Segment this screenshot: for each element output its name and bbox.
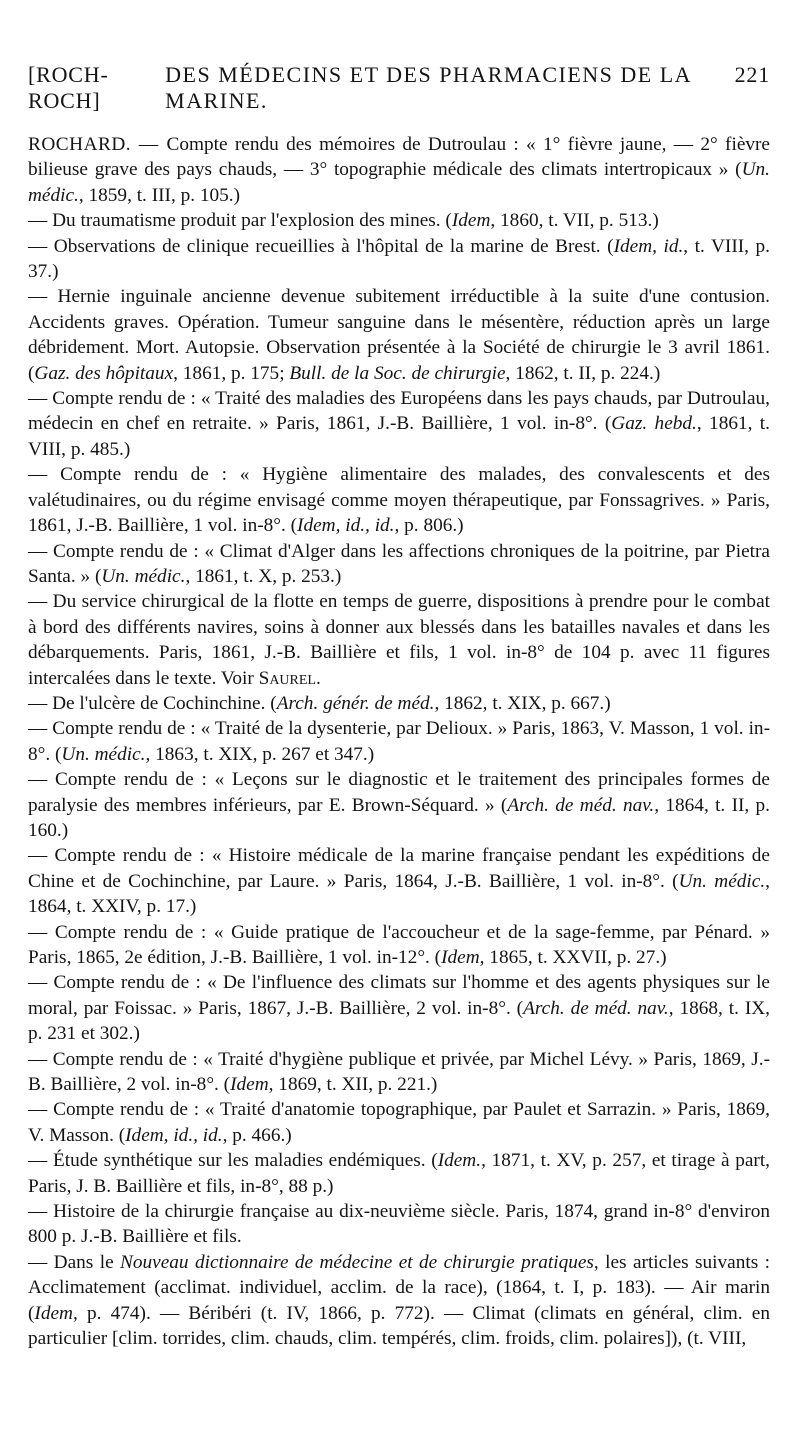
bibliography-entry (28, 691, 770, 716)
entry-text: — Dans le (28, 1251, 121, 1273)
entry-text: Compte rendu des mémoires de Dutroulau : « 1° fièvre jaune, — 2° fièvre bilieuse grave des pays chauds, — 3° topographie médicale des climats intertropicaux » ( (28, 134, 770, 181)
entry-text: — Histoire de la chirurgie française au dix-neuvième siècle. Paris, 1874, grand in-8° d'environ 800 p. J.-B. Baillière et fils. (28, 1201, 770, 1248)
entry-text: , 1861, t. X, p. 253.) (185, 565, 342, 587)
entry-text: , 1871, t. XV, p. 257, et tirage à part, Paris, J. B. Baillière et fils, in-8°, 88 p.) (28, 1150, 771, 1197)
entry-text: , 1868, t. IX, p. 231 et 302.) (28, 997, 771, 1045)
entry-text: , t. VIII, p. 37.) (28, 235, 770, 283)
bibliography-entry (28, 1199, 770, 1250)
bibliography-entry (28, 1250, 770, 1352)
entry-text: , 1861, t. VIII, p. 485.) (28, 413, 770, 460)
journal-title: Idem. (437, 1150, 482, 1172)
journal-title: Arch. de méd. nav. (523, 997, 669, 1019)
entry-text: , 1860, t. VII, p. 513.) (490, 210, 659, 232)
bibliography-entry (28, 284, 770, 386)
entry-text: , 1864, t. II, p. 160.) (28, 794, 770, 841)
bibliography-entry (28, 767, 770, 843)
bibliography-entry (28, 970, 770, 1046)
entry-text: , p. 806.) (394, 515, 464, 537)
journal-title: Un. médic. (61, 743, 146, 765)
bibliography-entry (28, 589, 770, 691)
cross-reference: Saurel (258, 667, 316, 689)
bibliography-entry (28, 1047, 770, 1098)
entry-text: , 1864, t. XXIV, p. 17.) (28, 870, 770, 918)
entry-text: , 1862, t. XIX, p. 667.) (434, 692, 611, 714)
journal-title: Arch. de méd. nav. (507, 794, 655, 816)
bibliography-entry (28, 920, 770, 971)
journal-title: Gaz. des hôpitaux (34, 362, 174, 384)
journal-title: Idem (451, 210, 491, 232)
journal-title: Un. médic. (101, 565, 186, 587)
journal-title: Idem (230, 1074, 269, 1096)
journal-title: Nouveau dictionnaire de médecine et de chirurgie pratiques (120, 1251, 594, 1273)
entry-text: , p. 466.) (222, 1124, 292, 1146)
entry-text: , 1859, t. III, p. 105.) (78, 184, 241, 206)
entry-text: , p. 474). — Béribéri (t. IV, 1866, p. 772). — Climat (climats en général, clim. en particulier [clim. torrides, clim. chauds, clim. tempérés, clim. froids, clim. polaires]), (t. VIII, (28, 1302, 770, 1350)
entry-text: — Du traumatisme produit par l'explosion des mines. ( (28, 210, 452, 232)
entry-text: — Compte rendu de : « Traité de la dysenterie, par Delioux. » Paris, 1863, V. Masson, 1 vol. in-8°. ( (28, 718, 770, 765)
bibliography-entry (28, 132, 770, 208)
entry-text: — Compte rendu de : « De l'influence des climats sur l'homme et des agents physiques sur le moral, par Foissac. » Paris, 1867, J.-B. Baillière, 2 vol. in-8°. ( (28, 972, 770, 1019)
bibliography-entry (28, 843, 770, 919)
entry-text: , 1862, t. II, p. 224.) (505, 362, 661, 384)
journal-title: Arch. génér. de méd. (276, 692, 435, 714)
entry-text: — Compte rendu de : « Traité d'anatomie topographique, par Paulet et Sarrazin. » Paris, 1869, V. Masson. ( (28, 1099, 770, 1146)
entry-text: , 1863, t. XIX, p. 267 et 347.) (145, 743, 375, 765)
entry-text: . (315, 667, 321, 689)
entry-text: — Compte rendu de : « Hygiène alimentaire des malades, des convalescents et des valétudinaires, ou du régime envisagé comme moyen thérapeutique, par Fonssagrives. » Paris, 1861, J.-B. Baillière, 1 vol. in-8°. ( (28, 464, 770, 537)
bibliography-entry (28, 1148, 770, 1199)
journal-title: Gaz. hebd. (611, 413, 697, 435)
entry-text: — Compte rendu de : « Leçons sur le diagnostic et le traitement des principales formes de paralysie des membres inférieurs, par E. Brown-Séquard. » ( (28, 769, 770, 816)
bibliography-entry (28, 716, 770, 767)
entry-text: , 1861, p. 175; (173, 362, 290, 384)
bibliography-entry (28, 1097, 770, 1148)
journal-title: Idem, id., id. (125, 1124, 223, 1146)
entry-text: — Compte rendu de : « Histoire médicale de la marine française pendant les expéditions de Chine et de Cochinchine, par Laure. » Paris, 1864, J.-B. Baillière, 1 vol. in-8°. ( (28, 845, 770, 892)
entry-text: — De l'ulcère de Cochinchine. ( (28, 692, 277, 714)
bibliography-entry (28, 234, 770, 285)
entry-text: — Étude synthétique sur les maladies endémiques. ( (28, 1150, 438, 1172)
journal-title: Idem (441, 947, 480, 968)
entry-text: — Du service chirurgical de la flotte en temps de guerre, dispositions à prendre pour le combat à bord des différents navires, soins à donner aux blessés dans les batailles navales et dans les débarquements. Paris, 1861, J.-B. Baillière et fils, 1 vol. in-8° de 104 p. avec 11 figures intercalées dans le texte. Voir (28, 591, 770, 689)
bibliography-entry (28, 386, 770, 462)
bibliography-entry (28, 539, 770, 590)
bibliography-entry (28, 208, 770, 233)
header-title: DES MÉDECINS ET DES PHARMACIENS DE LA MARINE. (165, 62, 691, 113)
entry-text: — Compte rendu de : « Guide pratique de l'accoucheur et de la sage-femme, par Pénard. » Paris, 1865, 2e édition, J.-B. Baillière, 1 vol. in-12°. ( (28, 921, 770, 968)
header-range: [ROCH-ROCH] (28, 62, 109, 113)
author-name: ROCHARD. — (28, 134, 167, 155)
entry-text: — Compte rendu de : « Traité d'hygiène publique et privée, par Michel Lévy. » Paris, 1869, J.-B. Baillière, 2 vol. in-8°. ( (28, 1048, 770, 1096)
entry-text: — Hernie inguinale ancienne devenue subitement irréductible à la suite d'une contusion. Accidents graves. Opération. Tumeur sanguine dans le mésentère, réduction après un large débridement. Mort. Autopsie. Observation présentée à la Société de chirurgie le 3 avril 1861. ( (28, 286, 770, 384)
entry-text: — Compte rendu de : « Traité des maladies des Européens dans les pays chauds, par Dutroulau, médecin en chef en retraite. » Paris, 1861, J.-B. Baillière, 1 vol. in-8°. ( (28, 388, 770, 435)
entry-text: , 1865, t. XXVII, p. 27.) (479, 947, 667, 968)
running-header (28, 62, 770, 114)
journal-title: Idem, id., id. (297, 515, 395, 537)
journal-title: Un. médic. (28, 159, 770, 206)
journal-title: Idem, id. (613, 235, 684, 257)
entry-text: — Observations de clinique recueillies à l'hôpital de la marine de Brest. ( (28, 235, 614, 257)
entry-text: — Compte rendu de : « Climat d'Alger dans les affections chroniques de la poitrine, par Pietra Santa. » ( (28, 540, 770, 587)
bibliography-entry (28, 462, 770, 538)
journal-title: Un. médic. (678, 870, 766, 892)
entry-text: , les articles suivants : Acclimatement (acclimat. individuel, acclim. de la race), (1864, t. I, p. 183). — Air marin ( (28, 1251, 770, 1324)
page-number: 221 (734, 62, 770, 87)
journal-title: Bull. de la Soc. de chirurgie (289, 362, 506, 384)
journal-title: Idem (34, 1302, 73, 1324)
bibliography-entries (28, 132, 770, 1352)
entry-text: , 1869, t. XII, p. 221.) (268, 1074, 438, 1096)
